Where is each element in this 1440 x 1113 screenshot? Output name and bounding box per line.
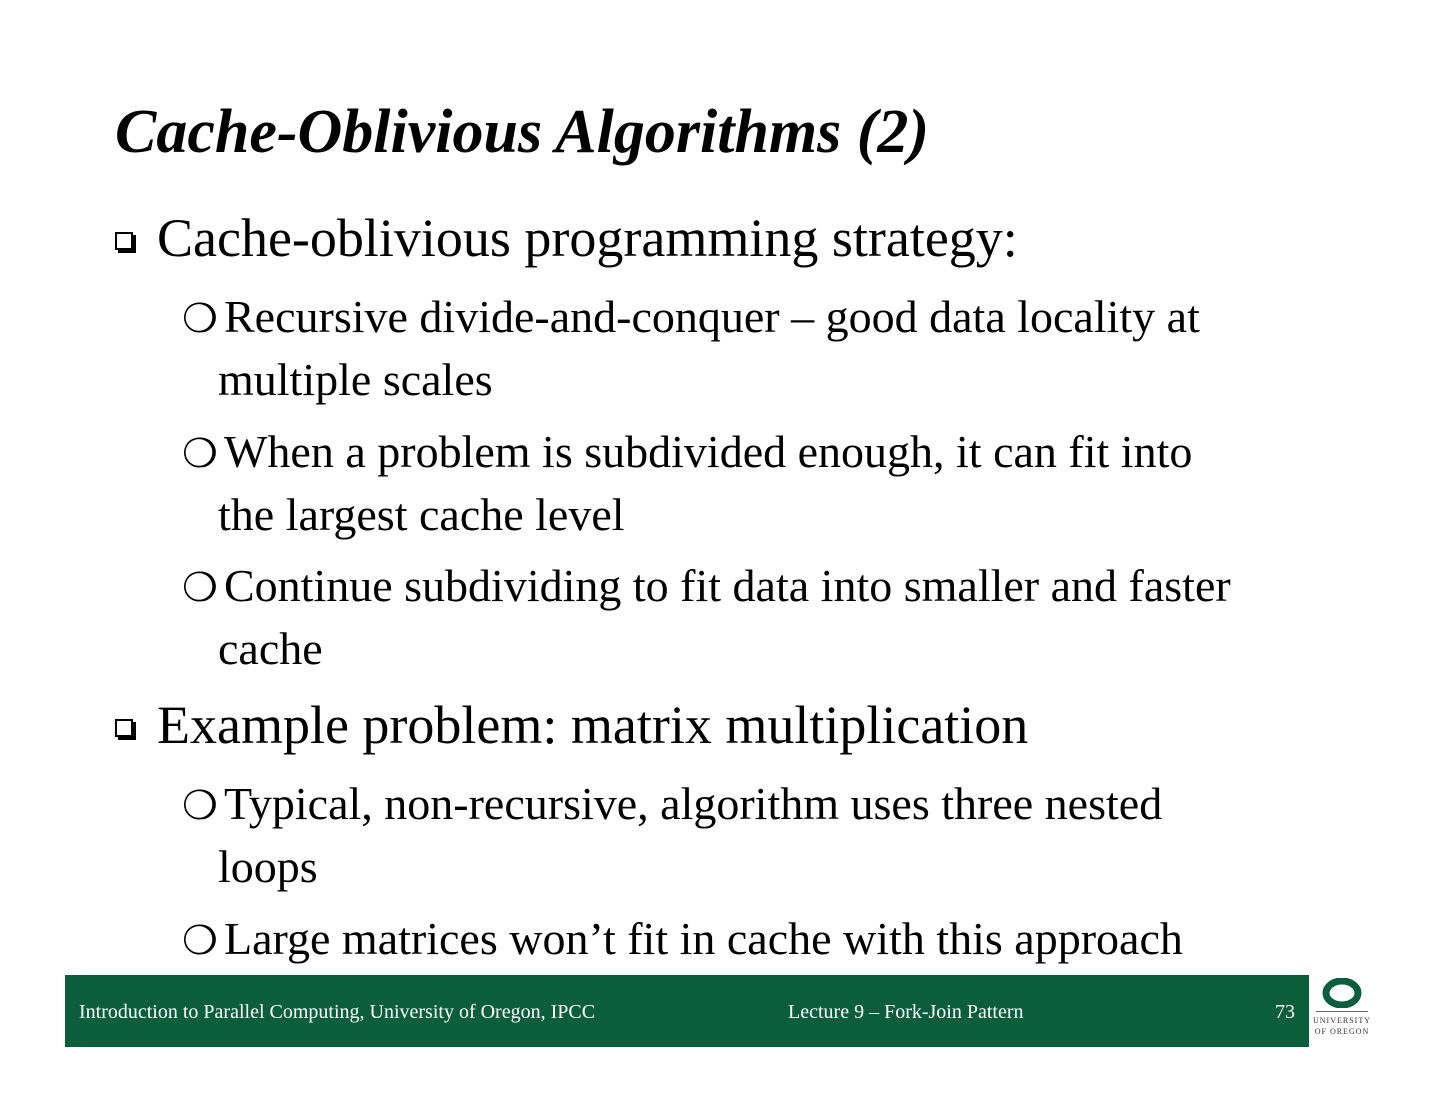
sub-bullet-1-3 xyxy=(182,555,1362,679)
logo-divider xyxy=(1316,1011,1368,1012)
sub-bullet-2-2 xyxy=(182,908,1362,971)
slide-title: Cache-Oblivious Algorithms (2) xyxy=(115,98,930,166)
circle-bullet-icon: ❍ xyxy=(182,565,218,610)
page-number: 73 xyxy=(1275,1001,1295,1023)
sub-bullet-1-2 xyxy=(182,421,1362,545)
sub-bullet-1-2-line2: the largest cache level xyxy=(218,489,625,540)
sub-bullet-1-1-line1: Recursive divide-and-conquer – good data locality at xyxy=(224,291,1200,342)
sub-bullet-1-3-line1: Continue subdividing to fit data into smaller and faster xyxy=(224,560,1231,611)
footer-course: Introduction to Parallel Computing, University of Oregon, IPCC xyxy=(79,1001,596,1023)
circle-bullet-icon: ❍ xyxy=(182,918,218,963)
bullet-2-text: Example problem: matrix multiplication xyxy=(157,695,1029,755)
circle-bullet-icon: ❍ xyxy=(182,296,218,341)
sub-bullet-1-2-line1: When a problem is subdivided enough, it can fit into xyxy=(224,426,1193,477)
circle-bullet-icon: ❍ xyxy=(182,431,218,476)
square-bullet-icon xyxy=(115,232,133,250)
sub-bullet-2-1-line2: loops xyxy=(218,841,318,892)
bullet-2 xyxy=(115,695,1028,755)
logo-line-1: UNIVERSITY xyxy=(1313,1016,1371,1025)
logo-line-2: OF OREGON xyxy=(1314,1027,1370,1036)
bullet-1 xyxy=(115,208,1018,268)
footer-lecture: Lecture 9 – Fork-Join Pattern xyxy=(788,1001,1024,1023)
slide-footer xyxy=(65,975,1309,1047)
university-logo xyxy=(1313,978,1371,1048)
sub-bullet-1-3-line2: cache xyxy=(218,623,323,674)
square-bullet-icon xyxy=(115,719,133,737)
sub-bullet-2-1-line1: Typical, non-recursive, algorithm uses three nested xyxy=(224,778,1163,829)
sub-bullet-2-2-line1: Large matrices won’t fit in cache with this approach xyxy=(224,913,1183,964)
sub-bullet-1-1 xyxy=(182,286,1362,410)
sub-bullet-1-1-line2: multiple scales xyxy=(218,354,493,405)
circle-bullet-icon: ❍ xyxy=(182,783,218,828)
bullet-1-text: Cache-oblivious programming strategy: xyxy=(157,208,1018,268)
oregon-o-icon xyxy=(1322,978,1362,1008)
sub-bullet-2-1 xyxy=(182,773,1362,897)
